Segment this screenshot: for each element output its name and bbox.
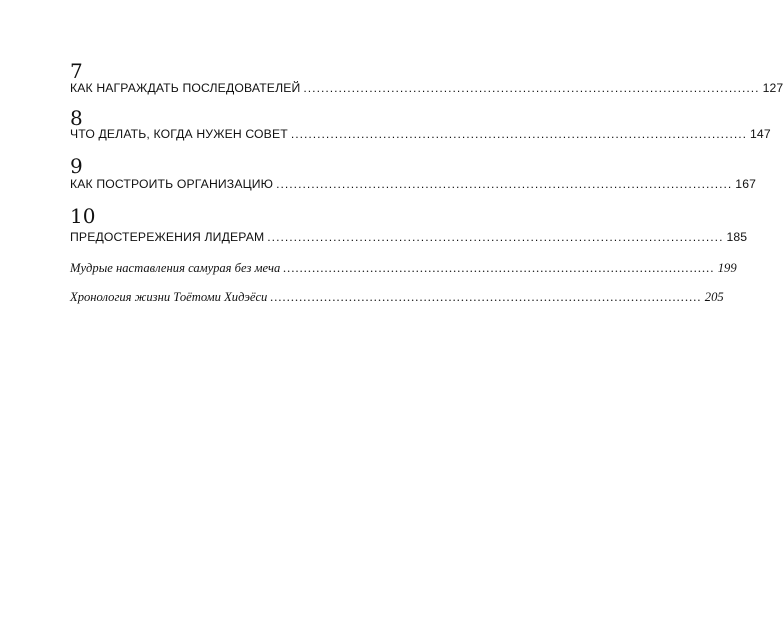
dot-leader: ........................................................................................................: [283, 261, 715, 275]
chapter-title: КАК ПОСТРОИТЬ ОРГАНИЗАЦИЮ: [70, 177, 274, 191]
dot-leader: ........................................................................................................: [276, 177, 733, 191]
appendix-title: Хронология жизни Тоётоми Хидэёси: [70, 290, 268, 304]
appendix-title: Мудрые наставления самурая без меча: [70, 261, 281, 275]
toc-entry: [70, 229, 748, 245]
toc-entry: [70, 289, 724, 305]
chapter-title: ПРЕДОСТЕРЕЖЕНИЯ ЛИДЕРАМ: [70, 230, 265, 244]
chapter-number: 7: [70, 59, 83, 83]
chapter-number: 10: [70, 204, 96, 228]
page-number: 167: [735, 177, 757, 191]
page-number: 199: [717, 261, 737, 275]
dot-leader: ........................................................................................................: [270, 290, 702, 304]
toc-entry: [70, 80, 783, 96]
page-number: 185: [726, 230, 748, 244]
page-number: 147: [750, 127, 771, 141]
table-of-contents: [70, 0, 783, 622]
dot-leader: ........................................................................................................: [303, 81, 760, 95]
chapter-number: 8: [70, 106, 83, 130]
dot-leader: ........................................................................................................: [267, 230, 724, 244]
toc-entry: [70, 126, 771, 142]
chapter-title: КАК НАГРАЖДАТЬ ПОСЛЕДОВАТЕЛЕЙ: [70, 81, 301, 95]
chapter-number: 9: [70, 154, 83, 178]
page-number: 205: [704, 290, 724, 304]
page-number: 127: [762, 81, 783, 95]
chapter-title: ЧТО ДЕЛАТЬ, КОГДА НУЖЕН СОВЕТ: [70, 127, 288, 141]
dot-leader: ........................................................................................................: [290, 127, 747, 141]
toc-entry: [70, 260, 737, 276]
toc-entry: [70, 176, 757, 192]
